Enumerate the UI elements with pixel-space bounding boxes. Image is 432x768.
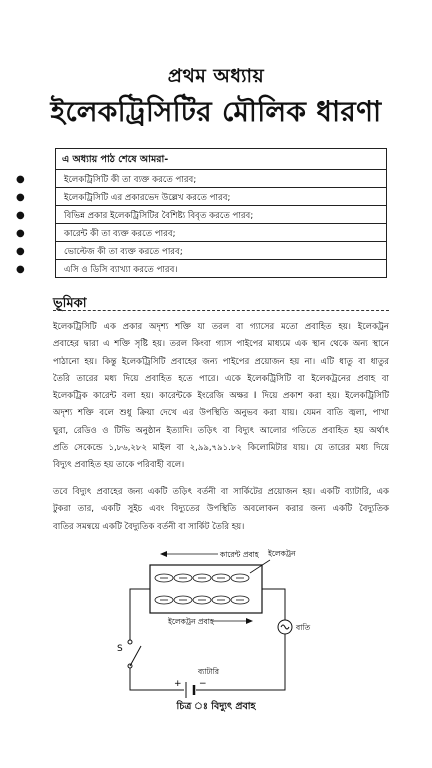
objective-item: ● ভোল্টেজ কী তা ব্যক্ত করতে পারব; (56, 241, 386, 260)
electron-label: ইলেকট্রন (268, 549, 296, 558)
intro-heading: ভূমিকা (53, 296, 87, 311)
lamp-label: বাতি (296, 623, 311, 632)
arrow-head-icon (160, 551, 167, 557)
text-line: ইলেকট্রিক কারেন্ট বলা হয়। কারেন্টকে ইংরেজি অক্ষর I দিয়ে প্রকাশ করা হয়। ইলেকট্রিসিটি (53, 391, 389, 402)
text-line: প্রতি সেকেন্ডে ১,৮৬,২৮২ মাইল বা ২,৯৯,৭৯১.৮২ কিলোমিটার যায়। যে তারের মধ্য দিয়ে (53, 443, 389, 454)
bullet-icon: ● (16, 192, 25, 203)
electron-pointer (250, 560, 270, 573)
bullet-icon: ● (16, 264, 25, 275)
text-line: তৈরি তারের মধ্য দিয়ে প্রবাহিত হতে পারে। একে ইলেকট্রিসিটি বা ইলেকট্রনের প্রবাহ বা (53, 373, 389, 384)
arrow-head-icon (246, 618, 253, 624)
objectives-box (16, 148, 387, 278)
intro-paragraph-2 (53, 484, 389, 536)
text-line: পাঠানো হয়। কিন্তু ইলেকট্রিসিটি প্রবাহের জন্য পাইপের প্রয়োজন হয় না। এটি ধাতু বা ধাতুর (53, 356, 389, 367)
objective-item: ● বিভিন্ন প্রকার ইলেকট্রিসিটির বৈশিষ্ট্য বিবৃত করতে পারব; (56, 205, 386, 224)
chapter-label: প্রথম অধ্যায় (167, 65, 265, 87)
figure-caption: চিত্র ঃ বিদ্যুৎ প্রবাহ (176, 701, 256, 712)
electron-flow-label: ইলেকট্রন প্রবাহ (168, 617, 214, 626)
text-line: তবে বিদ্যুৎ প্রবাহের জন্য একটি তড়িৎ বর্তনী বা সার্কিটের প্রয়োজন হয়। একটি ব্যাটারি, এক (53, 487, 389, 497)
bullet-icon: ● (16, 174, 25, 185)
bullet-icon: ● (16, 210, 25, 221)
electron-row-bottom (155, 596, 249, 604)
text-line: অদৃশ্য শক্তি বলে শুধু ক্রিয়া দেখে এর উপস্থিতি অনুভব করা যায়। যেমন বাতি জ্বলা, পাখা (53, 408, 389, 419)
text-line: প্রবাহের দ্বারা এ শক্তি সৃষ্টি হয়। তরল কিংবা গ্যাস পাইপের মাধ্যমে এক স্থান থেকে অন্য স্থানে (53, 339, 389, 350)
bullet-icon: ● (16, 228, 25, 239)
intro-paragraph-1 (53, 319, 389, 475)
divider (53, 310, 389, 311)
chapter-title: ইলেকট্রিসিটির মৌলিক ধারণা (50, 95, 382, 128)
objectives-heading: এ অধ্যায় পাঠ শেষে আমরা- (62, 154, 169, 165)
electron-row-top (155, 574, 249, 582)
objective-item: ● ইলেকট্রিসিটি কী তা ব্যক্ত করতে পারব; (56, 169, 386, 188)
text-line: বিদ্যুৎ প্রবাহিত হয় তাকে পরিবাহী বলে। (53, 460, 185, 471)
text-line: ঘুরা, রেডিও ও টিভি অনুষ্ঠান ইত্যাদি। তড়িৎ বা বিদ্যুৎ আলোর গতিতে প্রবাহিত হয় অর্থাৎ (53, 425, 389, 436)
battery-icon (186, 682, 194, 698)
current-flow-label: কারেন্ট প্রবাহ (220, 550, 259, 559)
switch-icon (128, 640, 141, 668)
battery-minus: − (199, 679, 207, 689)
objective-item: ● কারেন্ট কী তা ব্যক্ত করতে পারব; (56, 223, 386, 242)
lamp-icon (278, 620, 292, 634)
switch-label: S (117, 644, 123, 654)
bullet-icon: ● (16, 246, 25, 257)
objective-item: ● ইলেকট্রিসিটি এর প্রকারভেদ উল্লেখ করতে পারব; (56, 187, 386, 206)
objective-item: ● এসি ও ডিসি ব্যাখ্যা করতে পারব। (56, 259, 386, 278)
conductor-box (150, 565, 262, 613)
text-line: বাতির সমন্বয়ে একটি বৈদ্যুতিক বর্তনী বা সার্কিট তৈরি হয়। (53, 521, 245, 532)
circuit-diagram (0, 540, 432, 700)
battery-label: ব্যাটারি (198, 667, 220, 676)
battery-plus: + (174, 679, 182, 689)
text-line: টুকরা তার, একটি সুইচ এবং বিদ্যুতের উপস্থিতি অবলোকন করার জন্য একটি বৈদ্যুতিক (53, 504, 389, 515)
text-line: ইলেকট্রিসিটি এক প্রকার অদৃশ্য শক্তি যা তরল বা গ্যাসের মতো প্রবাহিত হয়। ইলেকট্রন (53, 322, 389, 332)
